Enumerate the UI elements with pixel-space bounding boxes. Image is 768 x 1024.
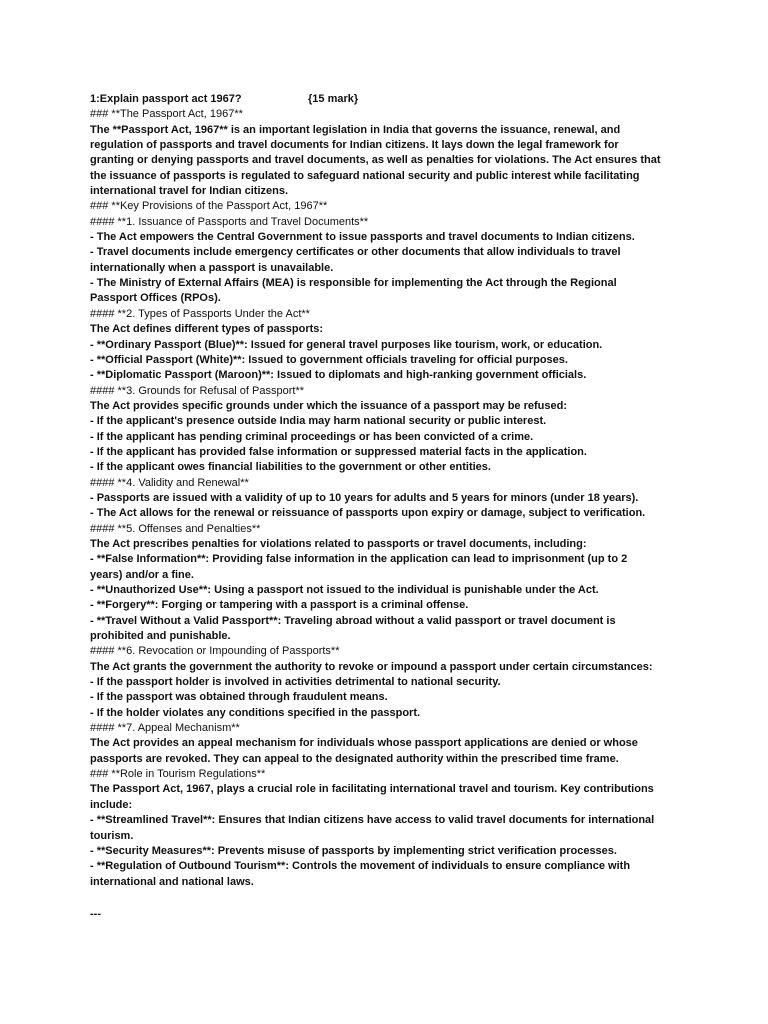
text-line: The Act prescribes penalties for violations related to passports or travel documents, including: [90, 537, 587, 550]
text-line: granting or denying passports and travel documents, as well as penalties for violations. The Act ensures that [90, 154, 661, 167]
text-line: regulation of passports and travel documents for Indian citizens. It lays down the legal framework for [90, 139, 619, 152]
text-line: - If the passport was obtained through fraudulent means. [90, 691, 388, 704]
text-line: - **Diplomatic Passport (Maroon)**: Issued to diplomats and high-ranking government officials. [90, 369, 587, 382]
text-line: - If the applicant has provided false information or suppressed material facts in the application. [90, 445, 587, 458]
text-line: - **Ordinary Passport (Blue)**: Issued for general travel purposes like tourism, work, or education. [90, 338, 603, 351]
section-heading: #### **6. Revocation or Impounding of Passports** [90, 645, 340, 658]
section-heading: ### **Key Provisions of the Passport Act, 1967** [90, 200, 328, 213]
text-line: the issuance of passports is regulated to safeguard national security and public interest while facilitating [90, 169, 640, 182]
document-page [90, 92, 690, 923]
text-line: prohibited and punishable. [90, 630, 231, 643]
question-line [90, 92, 690, 107]
text-line: international travel for Indian citizens. [90, 185, 289, 198]
text-line: - **Forgery**: Forging or tampering with a passport is a criminal offense. [90, 599, 469, 612]
section-heading: ### **Role in Tourism Regulations** [90, 768, 266, 781]
text-line: - The Act empowers the Central Government to issue passports and travel documents to Indian citizens. [90, 231, 635, 244]
text-line: - **Official Passport (White)**: Issued to government officials traveling for official purposes. [90, 353, 568, 366]
text-line: - Passports are issued with a validity of up to 10 years for adults and 5 years for minors (under 18 years). [90, 491, 639, 504]
text-line: - If the applicant has pending criminal proceedings or has been convicted of a crime. [90, 430, 534, 443]
text-line: The Act defines different types of passports: [90, 323, 324, 336]
section-heading: #### **2. Types of Passports Under the Act** [90, 307, 310, 320]
blank-line [90, 890, 690, 905]
text-line: internationally when a passport is unavailable. [90, 261, 334, 274]
text-line: - **False Information**: Providing false information in the application can lead to imprisonment (up to 2 [90, 553, 628, 566]
section-heading: #### **3. Grounds for Refusal of Passport** [90, 384, 305, 397]
text-line: passports are revoked. They can appeal to the designated authority within the prescribed time frame. [90, 752, 619, 765]
text-line: The Act provides specific grounds under which the issuance of a passport may be refused: [90, 399, 567, 412]
text-line: The **Passport Act, 1967** is an important legislation in India that governs the issuance, renewal, and [90, 123, 621, 136]
text-line: - If the applicant's presence outside India may harm national security or public interest. [90, 415, 547, 428]
text-line: - **Security Measures**: Prevents misuse of passports by implementing strict verification processes. [90, 844, 617, 857]
text-line: - If the holder violates any conditions specified in the passport. [90, 706, 421, 719]
text-line: - The Ministry of External Affairs (MEA) is responsible for implementing the Act through the Regional [90, 277, 617, 290]
separator: --- [90, 908, 101, 921]
text-line: - **Travel Without a Valid Passport**: Traveling abroad without a valid passport or travel document is [90, 614, 616, 627]
text-line: - **Unauthorized Use**: Using a passport not issued to the individual is punishable under the Act. [90, 584, 599, 596]
section-heading: #### **5. Offenses and Penalties** [90, 522, 261, 535]
text-line: international and national laws. [90, 875, 254, 888]
section-heading: #### **1. Issuance of Passports and Travel Documents** [90, 215, 369, 228]
text-line: tourism. [90, 829, 134, 842]
document-body [90, 107, 690, 890]
section-heading: #### **7. Appeal Mechanism** [90, 722, 240, 735]
text-line: - If the passport holder is involved in activities detrimental to national security. [90, 676, 501, 689]
text-line: - Travel documents include emergency certificates or other documents that allow individuals to travel [90, 246, 621, 259]
question-text: 1:Explain passport act 1967? [90, 93, 242, 105]
text-line: include: [90, 798, 133, 811]
marks-label: {15 mark} [308, 93, 359, 105]
section-heading: ### **The Passport Act, 1967** [90, 108, 243, 121]
section-heading: #### **4. Validity and Renewal** [90, 476, 249, 489]
text-line: The Act provides an appeal mechanism for individuals whose passport applications are denied or whose [90, 737, 638, 750]
text-line: The Act grants the government the authority to revoke or impound a passport under certain circumstances: [90, 660, 653, 673]
text-line: years) and/or a fine. [90, 568, 194, 581]
text-line: - If the applicant owes financial liabilities to the government or other entities. [90, 461, 491, 474]
text-line: - **Streamlined Travel**: Ensures that Indian citizens have access to valid travel documents for international [90, 814, 655, 827]
text-line: Passport Offices (RPOs). [90, 292, 221, 305]
text-line: The Passport Act, 1967, plays a crucial role in facilitating international travel and tourism. Key contributions [90, 783, 654, 796]
text-line: - The Act allows for the renewal or reissuance of passports upon expiry or damage, subject to verification. [90, 507, 646, 520]
text-line: - **Regulation of Outbound Tourism**: Controls the movement of individuals to ensure compliance with [90, 860, 631, 873]
